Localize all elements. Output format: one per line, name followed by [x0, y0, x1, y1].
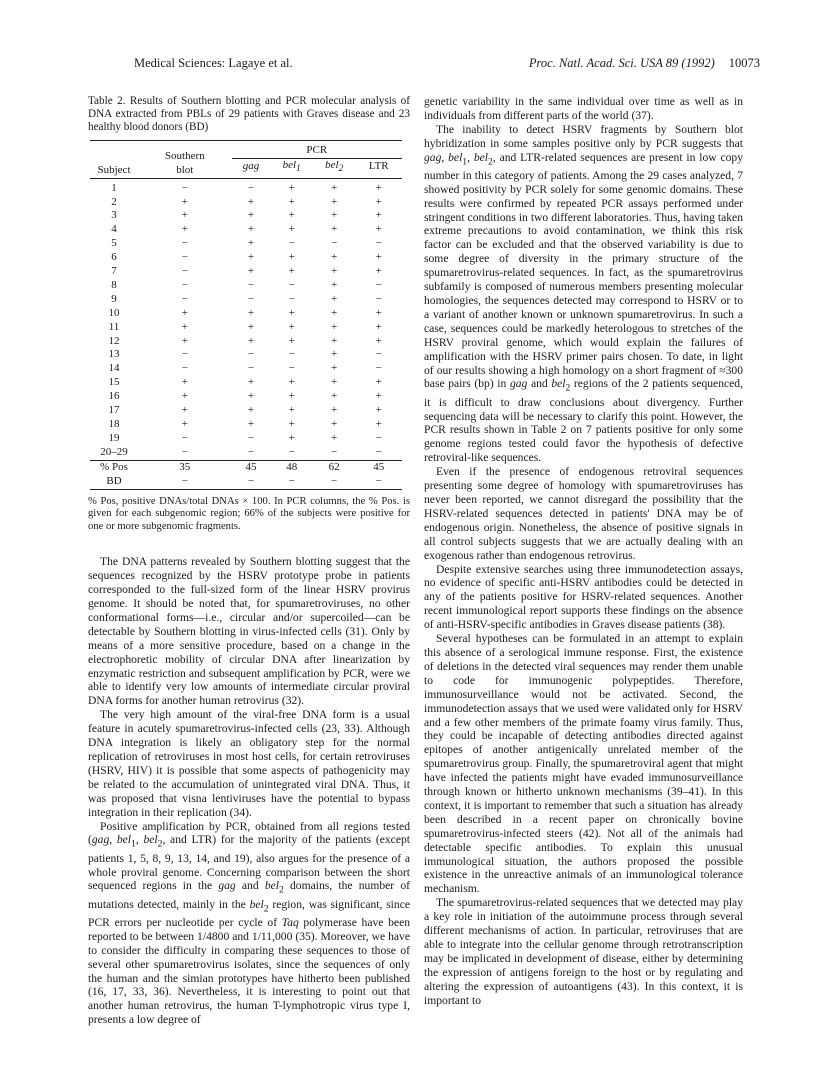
table-cell: 35	[138, 460, 232, 474]
table-cell: 48	[270, 460, 312, 474]
table-cell: +	[288, 376, 295, 389]
left-column	[88, 95, 410, 1027]
row-label-cell: 3	[111, 209, 117, 222]
table-row	[90, 362, 402, 376]
table-cell: +	[375, 209, 382, 222]
table-cell: +	[181, 195, 188, 208]
table-cell: −	[355, 475, 402, 489]
table-cell: +	[288, 306, 295, 319]
table-row	[90, 182, 402, 196]
row-label-cell: 20–29	[100, 445, 128, 458]
row-label-cell: 4	[111, 223, 117, 236]
row-label-cell: 14	[108, 362, 120, 375]
table-cell: +	[288, 265, 295, 278]
table-cell: +	[181, 209, 188, 222]
table-cell: +	[375, 376, 382, 389]
table-row	[90, 209, 402, 223]
table-cell: +	[247, 223, 255, 236]
table-cell: +	[247, 251, 255, 264]
table-cell: +	[247, 390, 255, 403]
table-cell: +	[331, 292, 338, 305]
table-cell: +	[375, 320, 382, 333]
row-label-cell: 19	[108, 431, 120, 444]
table-cell: +	[331, 418, 338, 431]
table-cell: +	[375, 195, 382, 208]
table-cell: +	[181, 320, 188, 333]
table-cell: +	[288, 195, 295, 208]
table-cell: +	[288, 334, 295, 347]
table-cell: −	[247, 431, 255, 444]
paragraph: The DNA patterns revealed by Southern blotting suggest that the sequences recognized by the HSRV prototype probe in patients corresponded to the full-sized form of the linear HSRV provirus genome. It should be noted that, for spumaretroviruses, no other conformational forms—i.e., circular and/or supercoiled—can be detectable by Southern blotting in virus-infected cells (31). Only by means of a more sensitive procedure, based on a change in the electrophoretic mobility of circular DNA after linearization by enzymatic restriction and subsequent amplification by PCR, were we able to identify very low amounts of intermediate circular proviral DNA forms for another human retrovirus (32).	[88, 555, 410, 708]
row-label-cell: 17	[108, 404, 120, 417]
table-cell: +	[331, 181, 338, 194]
table-cell: −	[331, 445, 338, 458]
row-label-cell: 15	[108, 376, 120, 389]
table-cell: +	[375, 265, 382, 278]
table-cell: +	[288, 418, 295, 431]
row-label-cell: 8	[111, 278, 117, 291]
table-cell: +	[331, 348, 338, 361]
table-cell: +	[247, 404, 255, 417]
table-cell: +	[181, 390, 188, 403]
table-cell: 45	[355, 460, 402, 474]
row-label-cell: BD	[90, 475, 138, 489]
table-caption-text: Results of Southern blotting and PCR molecular analysis of DNA extracted from PBLs of 29 patients with Graves disease and 23 healthy blood donors (BD)	[88, 95, 410, 134]
table-row	[90, 404, 402, 418]
col-header-subject: Subject	[90, 140, 138, 178]
table-cell: −	[288, 278, 295, 291]
table-cell: +	[247, 376, 255, 389]
journal-citation: Proc. Natl. Acad. Sci. USA 89 (1992)	[528, 56, 715, 70]
table-cell: +	[331, 265, 338, 278]
table-cell: +	[331, 223, 338, 236]
table-cell: −	[375, 278, 382, 291]
table-cell: −	[247, 362, 255, 375]
row-label-cell: 16	[108, 390, 120, 403]
col-header-southern: Southern blot	[138, 140, 232, 178]
table-row	[90, 196, 402, 210]
table-cell: +	[288, 431, 295, 444]
table-cell: +	[331, 251, 338, 264]
table-cell: −	[247, 181, 255, 194]
paragraph: Despite extensive searches using three immunodetection assays, no evidence of specific anti-HSRV antibodies could be detected in any of the patients positive for HSRV-related sequences. Another recent immunological report supports these findings on the absence of anti-HSRV-specific antibodies in Graves disease patients (38).	[424, 562, 743, 632]
table-cell: +	[331, 404, 338, 417]
right-column	[424, 95, 743, 1008]
row-label-cell: % Pos	[90, 460, 138, 474]
table-cell: −	[247, 292, 255, 305]
table-cell: +	[181, 376, 188, 389]
table-cell: −	[288, 348, 295, 361]
table-row	[90, 376, 402, 390]
table-cell: +	[375, 334, 382, 347]
table-cell: −	[375, 348, 382, 361]
page-header	[100, 56, 760, 74]
table-row	[90, 460, 402, 474]
table-cell: +	[288, 251, 295, 264]
row-label-cell: 2	[111, 195, 117, 208]
table-row	[90, 446, 402, 460]
results-table	[90, 140, 402, 490]
col-header-ltr: LTR	[368, 160, 389, 173]
table-cell: −	[181, 292, 188, 305]
table-cell: +	[375, 390, 382, 403]
table-cell: +	[181, 223, 188, 236]
table-row	[90, 348, 402, 362]
row-label-cell: 12	[108, 334, 120, 347]
table-cell: −	[288, 445, 295, 458]
table-row	[90, 335, 402, 349]
running-head-left: Medical Sciences: Lagaye et al.	[134, 56, 293, 70]
table-cell: +	[247, 265, 255, 278]
table-cell: +	[247, 418, 255, 431]
table-cell: +	[375, 251, 382, 264]
table-cell: 62	[313, 460, 355, 474]
row-label-cell: 5	[111, 237, 117, 250]
table-cell: −	[181, 348, 188, 361]
table-cell: +	[247, 209, 255, 222]
paragraph: The very high amount of the viral-free DNA form is a usual feature in acutely spumaretrovirus-infected cells (23, 33). Although DNA integration is likely an obligatory step for the normal replication of retroviruses in most host cells, for certain retroviruses (HSRV, HIV) it is possible that some aspects of pathogenicity may be related to the accumulation of unintegrated viral DNA. Thus, it was proposed that visna lentiviruses have the potential to bypass integration in their replication (34).	[88, 708, 410, 819]
table-row	[90, 223, 402, 237]
table-cell: −	[181, 278, 188, 291]
table-cell: −	[270, 475, 312, 489]
table-cell: +	[331, 195, 338, 208]
table-cell: +	[375, 418, 382, 431]
table-cell: +	[247, 237, 255, 250]
table-row	[90, 390, 402, 404]
table-cell: +	[331, 278, 338, 291]
table-row	[90, 418, 402, 432]
table-cell: −	[313, 475, 355, 489]
table-cell: −	[181, 265, 188, 278]
table-row	[90, 432, 402, 446]
table-cell: +	[331, 390, 338, 403]
table-cell: +	[375, 306, 382, 319]
table-cell: −	[375, 445, 382, 458]
table-cell: +	[375, 404, 382, 417]
table-cell: +	[331, 376, 338, 389]
table-cell: −	[181, 445, 188, 458]
paragraph: genetic variability in the same individual over time as well as in individuals from different parts of the world (37).	[424, 95, 743, 122]
table-caption	[88, 95, 410, 135]
table-cell: −	[181, 237, 188, 250]
paragraph: The spumaretrovirus-related sequences that we detected may play a key role in initiation of the autoimmune process through several different mechanisms of action. In particular, retroviruses that are able to integrate into the cellular genome through retrotranscription may be implicated in development of disease, either by determining the expression of antigens foreign to the host or by regulating and altering the expression of autoantigens (43). In this context, it is important to	[424, 896, 743, 1007]
table-cell: +	[375, 181, 382, 194]
table-cell: +	[288, 320, 295, 333]
row-label-cell: 9	[111, 292, 117, 305]
row-label-cell: 11	[108, 320, 120, 333]
table-cell: +	[331, 334, 338, 347]
table-body	[90, 182, 402, 489]
table-cell: +	[247, 306, 255, 319]
table-cell: +	[181, 306, 188, 319]
table-cell: +	[375, 223, 382, 236]
row-label-cell: 6	[111, 251, 117, 264]
row-label-cell: 18	[108, 418, 120, 431]
table-cell: +	[288, 390, 295, 403]
table-cell: −	[375, 292, 382, 305]
table-cell: −	[138, 475, 232, 489]
table-cell: +	[331, 320, 338, 333]
table-cell: +	[288, 223, 295, 236]
table-row	[90, 251, 402, 265]
table-cell: −	[181, 251, 188, 264]
table-cell: +	[247, 320, 255, 333]
col-header-bel1: bel$_1$	[282, 158, 301, 173]
table-cell: +	[331, 306, 338, 319]
table-footnote: % Pos, positive DNAs/total DNAs × 100. In PCR columns, the % Pos. is given for each subgenomic region; 66% of the subjects were positive for one or more subgenomic fragments.	[88, 495, 410, 532]
table-cell: +	[288, 404, 295, 417]
table-cell: −	[181, 362, 188, 375]
row-label-cell: 13	[108, 348, 120, 361]
col-header-gag: gag	[242, 160, 260, 173]
left-body-text	[88, 555, 410, 1027]
row-label-cell: 10	[108, 306, 120, 319]
table-cell: +	[331, 431, 338, 444]
table-caption-label: Table 2.	[88, 95, 126, 107]
table-cell: +	[181, 334, 188, 347]
paragraph: Positive amplification by PCR, obtained from all regions tested (gag, bel$_1$, bel$_2$, and LTR) for the majority of the patients (except patients 1, 5, 8, 9, 13, 14, and 19), also argues for the presence of a whole proviral genome. Concerning comparison between the short sequenced regions in the gag and bel$_2$ domains, the number of mutations detected, mainly in the bel$_2$ region, was significant, since PCR errors per nucleotide per cycle of Taq polymerase have been reported to be between 1/4800 and 1/11,000 (35). Moreover, we have to consider the difficulty in comparing these sequences to those of several other spumaretrovirus isolates, since the sequences of only the human and the simian prototypes have hitherto been published (16, 17, 33, 36). Nevertheless, it is interesting to point out that another human retrovirus, the human T-lymphotropic virus type I, presents a low degree of	[88, 819, 411, 1027]
table-cell: −	[375, 431, 382, 444]
page-number: 10073	[728, 56, 760, 70]
table-cell: −	[181, 181, 188, 194]
table-cell: +	[247, 334, 255, 347]
col-header-bel2: bel$_2$	[325, 158, 344, 173]
running-head-right	[529, 56, 760, 71]
table-cell: −	[232, 475, 271, 489]
table-row	[90, 475, 402, 489]
table-cell: +	[288, 181, 295, 194]
table-row	[90, 293, 402, 307]
row-label-cell: 7	[111, 265, 117, 278]
table-row	[90, 265, 402, 279]
table-cell: +	[331, 362, 338, 375]
table-cell: −	[375, 362, 382, 375]
table-row	[90, 321, 402, 335]
table-cell: −	[288, 237, 295, 250]
table-cell: −	[247, 445, 255, 458]
table-cell: 45	[232, 460, 271, 474]
col-header-pcr: PCR	[232, 140, 402, 158]
table-cell: −	[331, 237, 338, 250]
table-cell: +	[181, 404, 188, 417]
table-cell: −	[288, 362, 295, 375]
paragraph: The inability to detect HSRV fragments by Southern blot hybridization in some samples positive only by PCR suggests that gag, bel$_1$, bel$_2$, and LTR-related sequences are present in low copy number in this category of patients. Among the 29 cases analyzed, 7 showed positivity by PCR solely for some genomic domains. These results were confirmed by repeated PCR assays performed under stringent conditions in two different laboratories. Thus, having taken extreme precautions to avoid contamination, we think this risk factor can be excluded and that the observed variability is due to some degree of diversity in the primary structure of the spumaretrovirus-related sequences. In fact, as the spumaretrovirus subfamily is composed of numerous members presenting molecular homologies, the sequences detected may correspond to HSRV or to a variant of another known or unknown spumaretrovirus. In such a case, sequences could be markedly heterologous to stretches of the HSRV proviral genome, which would explain the failures of amplification with the HSRV primer pairs chosen. To date, in light of our results showing a high homology on a short fragment of ≈300 base pairs (bp) in gag and bel$_2$ regions of the 2 patients sequenced, it is difficult to draw conclusions about divergency. Further sequencing data will be necessary to clarify this point. However, the PCR results shown in Table 2 on 7 patients positive for only some genome regions tested could favor the hypothesis of defective retroviral-like sequences.	[424, 122, 743, 465]
paragraph: Even if the presence of endogenous retroviral sequences presenting some degree of homology with spumaretroviruses has never been reported, we cannot disregard the possibility that the HSRV-related sequences detected in patients' DNA may be of endogenous origin. Nonetheless, the absence of positive signals in all control subjects suggests that we are actually dealing with an exogenous rather than endogenous retrovirus.	[424, 465, 743, 562]
table-row	[90, 307, 402, 321]
table-cell: +	[288, 209, 295, 222]
row-label-cell: 1	[111, 181, 117, 194]
table-cell: −	[247, 278, 255, 291]
table-cell: −	[247, 348, 255, 361]
table-cell: +	[331, 209, 338, 222]
table-cell: +	[247, 195, 255, 208]
paragraph: Several hypotheses can be formulated in an attempt to explain this absence of a serological immune response. First, the existence of deletions in the detected viral sequences may render them unable to code for immunogenic polypeptides. Therefore, immunosurveillance would not be activated. Second, the immunodetection assays that we used were validated only for HSRV and a few other members of the primate foamy virus family. Thus, they could be incapable of detecting antibodies directed against epitopes of another antigenically unrelated member of the spumaretrovirus group. Finally, the spumaretroviral agent that might have infected the patients might have evaded immunosurveillance through known or hitherto unknown mechanisms (39–41). In this context, it is important to remember that such a situation has already been described in a recent paper on chronically bovine spumaretrovirus-infected steers (42). Not all of the animals had detectable specific antibodies. To explain this unusual immunological situation, the authors proposed the possible existence in the unreactive animals of an immunological tolerance mechanism.	[424, 632, 743, 896]
table-row	[90, 279, 402, 293]
table-cell: −	[288, 292, 295, 305]
table-cell: +	[181, 418, 188, 431]
table-row	[90, 237, 402, 251]
table-cell: −	[181, 431, 188, 444]
table-cell: −	[375, 237, 382, 250]
